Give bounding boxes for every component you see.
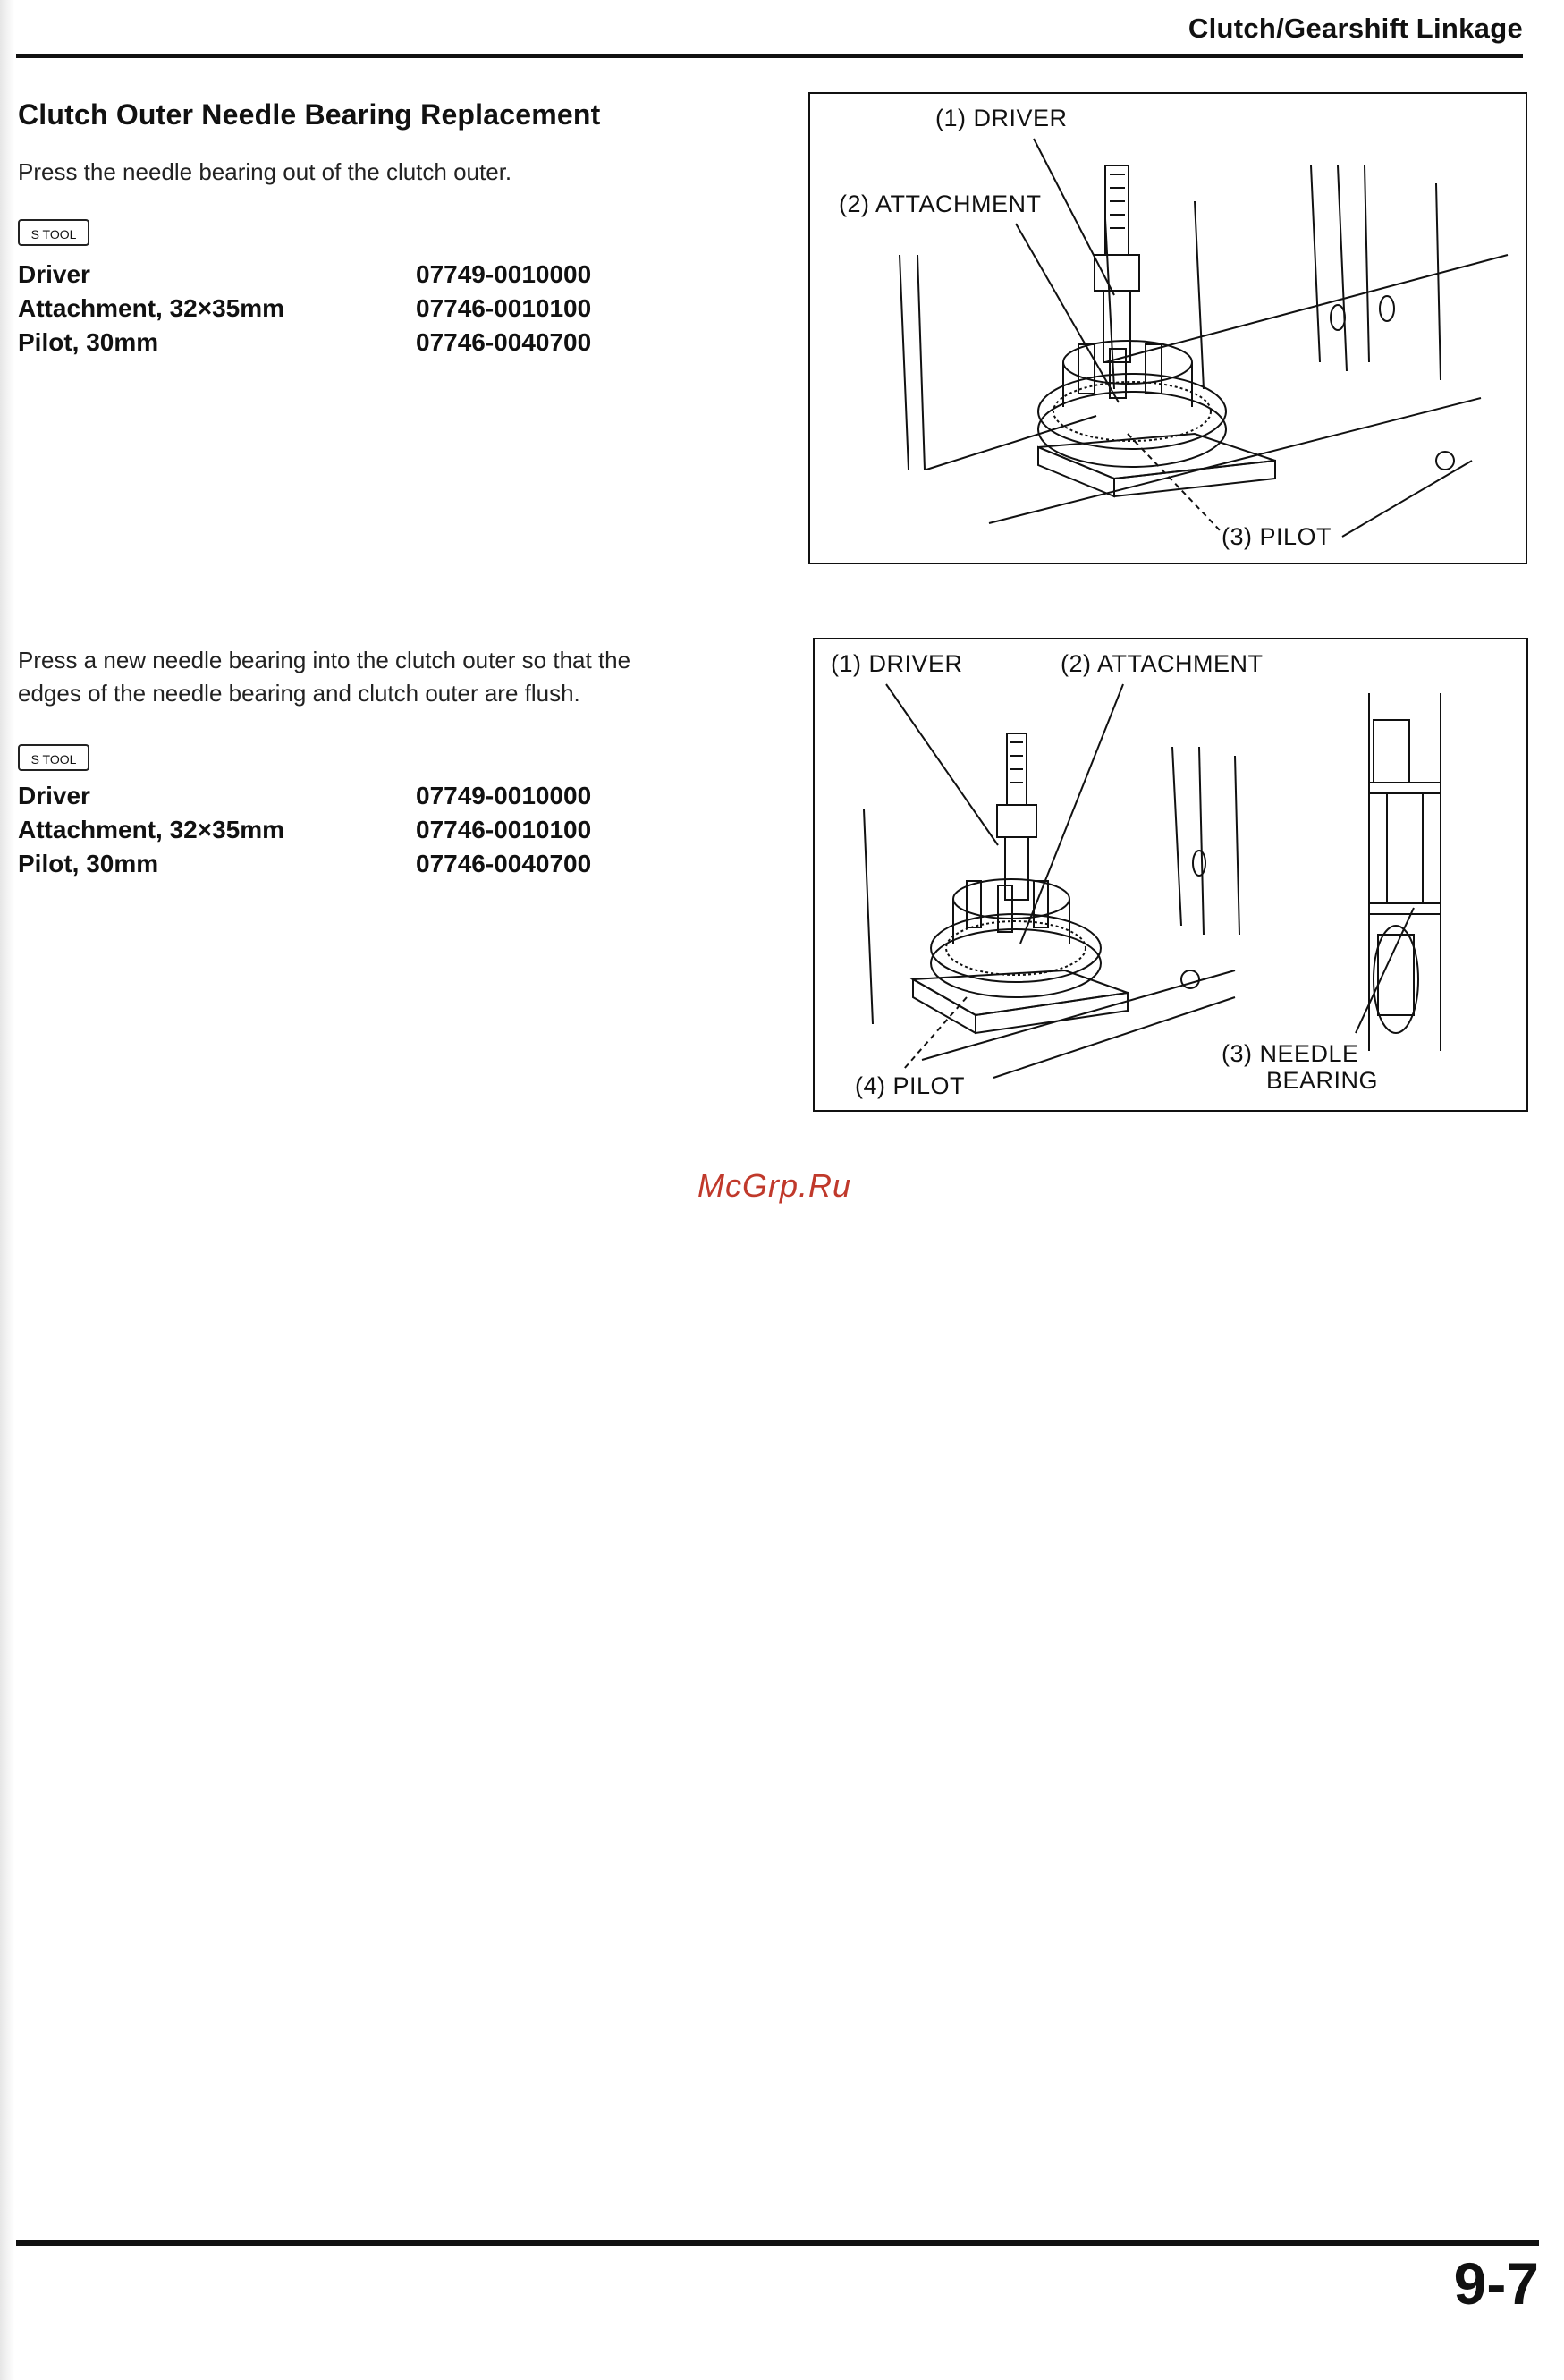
install-instruction-line: Press a new needle bearing into the clutch outer so that the <box>18 647 631 673</box>
attachment-label: (2) ATTACHMENT <box>1061 650 1264 677</box>
pilot-label: (3) PILOT <box>1222 523 1332 550</box>
tool-part-number: 07749-0010000 <box>416 782 592 809</box>
tool-part-number: 07749-0010000 <box>416 260 592 288</box>
removal-tool-list <box>18 258 644 360</box>
tool-row <box>18 847 644 881</box>
tool-row <box>18 813 644 847</box>
special-tool-badge: S TOOL <box>18 219 89 246</box>
special-tool-badge: S TOOL <box>18 744 89 771</box>
driver-label: (1) DRIVER <box>935 105 1068 131</box>
install-tool-list <box>18 779 644 881</box>
install-instruction-line: edges of the needle bearing and clutch outer are flush. <box>18 680 580 707</box>
tool-name: Attachment, 32×35mm <box>18 294 285 322</box>
tool-part-number: 07746-0010100 <box>416 294 592 322</box>
tool-name: Attachment, 32×35mm <box>18 816 285 843</box>
needle-bearing-label: (3) NEEDLE <box>1222 1040 1359 1067</box>
removal-illustration <box>810 94 1526 563</box>
tool-name: Pilot, 30mm <box>18 850 159 877</box>
figure-needle-bearing-installation <box>813 638 1528 1112</box>
tool-name: Driver <box>18 782 90 809</box>
pilot-label: (4) PILOT <box>855 1072 966 1099</box>
footer-rule <box>16 2240 1539 2246</box>
driver-label: (1) DRIVER <box>831 650 963 677</box>
tool-row <box>18 292 644 326</box>
needle-bearing-label: BEARING <box>1266 1067 1379 1094</box>
figure-needle-bearing-removal <box>808 92 1527 564</box>
tool-name: Pilot, 30mm <box>18 328 159 356</box>
page-header-title: Clutch/Gearshift Linkage <box>1188 13 1523 44</box>
tool-part-number: 07746-0040700 <box>416 850 592 877</box>
tool-row <box>18 258 644 292</box>
tool-row <box>18 779 644 813</box>
install-illustration <box>815 639 1526 1110</box>
tool-part-number: 07746-0040700 <box>416 328 592 356</box>
page-edge-shadow <box>0 0 14 2380</box>
page-number: 9-7 <box>1453 2250 1539 2316</box>
tool-name: Driver <box>18 260 90 288</box>
watermark: McGrp.Ru <box>697 1167 852 1204</box>
attachment-label: (2) ATTACHMENT <box>839 191 1042 217</box>
section-title: Clutch Outer Needle Bearing Replacement <box>18 98 601 131</box>
header-rule <box>16 54 1523 58</box>
removal-instruction: Press the needle bearing out of the clutch outer. <box>18 158 512 185</box>
install-instruction <box>18 644 630 710</box>
tool-row <box>18 326 644 360</box>
tool-part-number: 07746-0010100 <box>416 816 592 843</box>
